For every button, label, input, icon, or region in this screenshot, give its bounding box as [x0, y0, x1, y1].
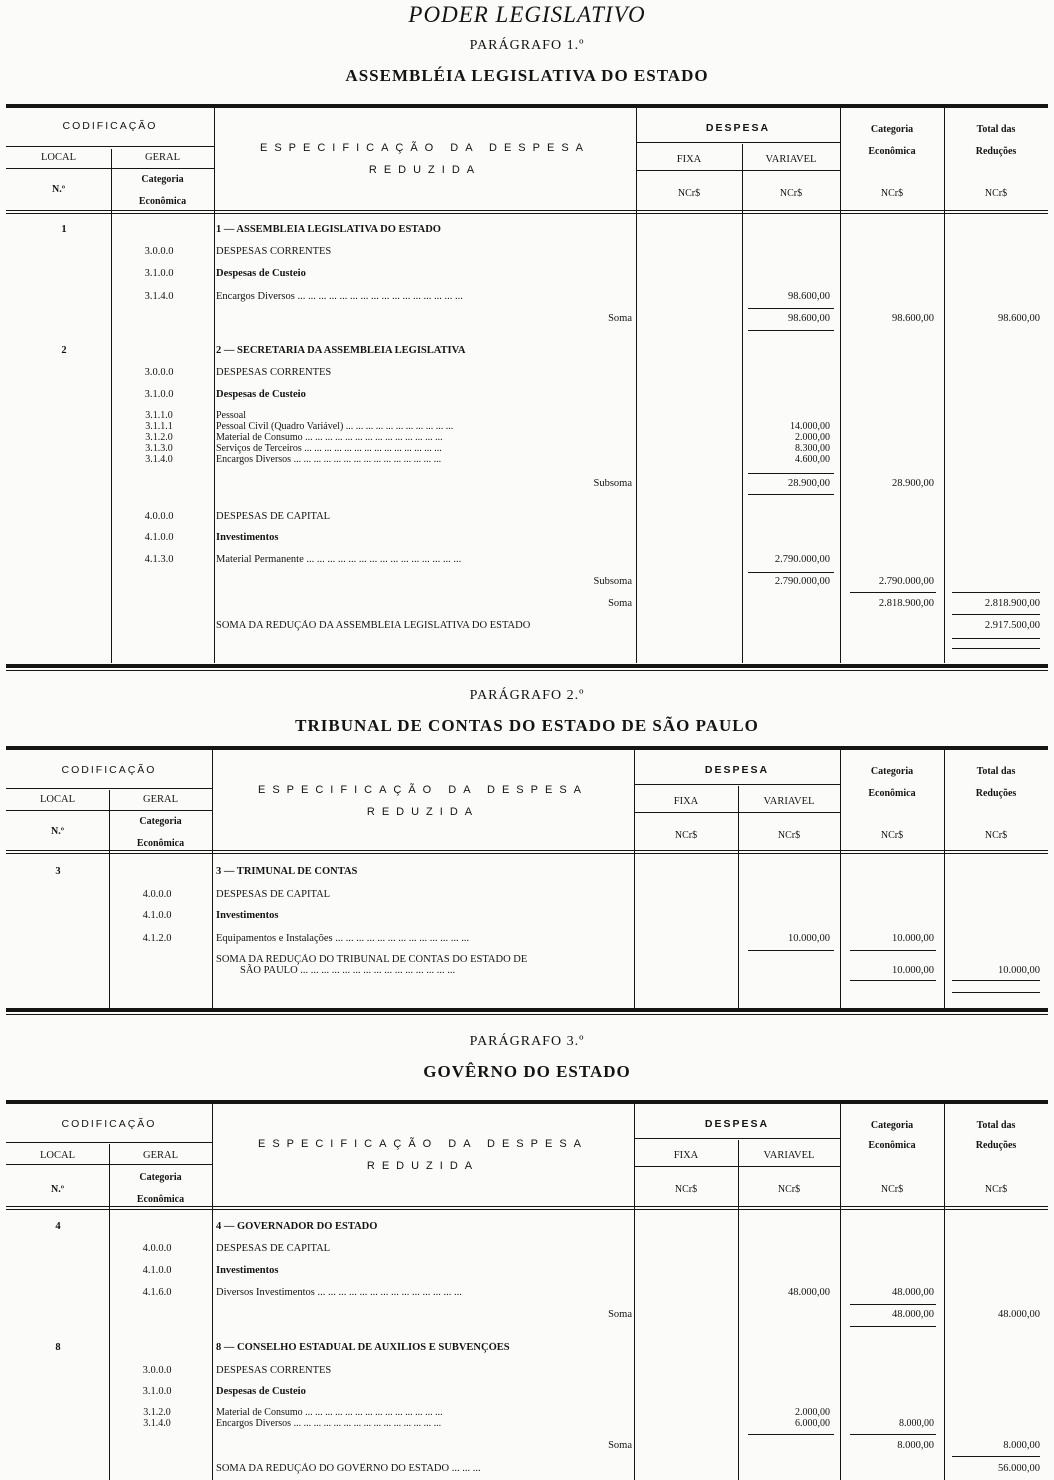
header-geral: GERAL: [145, 152, 180, 163]
header-variavel: VARIAVEL: [763, 796, 815, 807]
row-total: 56.000,00: [998, 1463, 1040, 1474]
currency-categoria: NCr$: [880, 830, 904, 841]
row-variavel: 8.300,00: [795, 443, 830, 454]
row-geral: 4.1.0.0: [142, 1265, 172, 1276]
row-geral: 4.1.3.0: [144, 554, 174, 565]
row-description: SOMA DA REDUÇÃO DO GOVÊRNO DO ESTADO ... ... ...: [216, 1463, 481, 1474]
currency-fixa: NCr$: [674, 1184, 698, 1195]
header-local: LOCAL: [41, 152, 76, 163]
row-geral: 3.0.0.0: [142, 1365, 172, 1376]
table-row: [6, 532, 1048, 544]
row-categoria: 8.000,00: [899, 1418, 934, 1429]
header-despesa: DESPESA: [704, 764, 770, 776]
header-categoria-economica-2: Econômica: [868, 146, 916, 157]
table-row: [6, 224, 1048, 236]
row-categoria: 2.818.900,00: [878, 598, 934, 609]
header-geral: GERAL: [143, 1150, 178, 1161]
row-description: 3 — TRIMUNAL DE CONTAS: [216, 866, 358, 877]
row-description: 1 — ASSEMBLEIA LEGISLATIVA DO ESTADO: [216, 224, 441, 235]
row-geral: 3.1.1.0: [145, 410, 173, 421]
header-categoria: Categoria: [139, 816, 182, 827]
row-variavel: 48.000,00: [788, 1287, 830, 1298]
row-geral: 3.1.2.0: [145, 432, 173, 443]
header-geral: GERAL: [143, 794, 178, 805]
header-total-reducoes-1: Total das: [976, 766, 1016, 777]
row-geral: 3.1.4.0: [144, 291, 174, 302]
table-row: [6, 511, 1048, 523]
table-row: [6, 910, 1048, 922]
row-description: 4 — GOVERNADOR DO ESTADO: [216, 1221, 378, 1232]
row-total: 2.917.500,00: [984, 620, 1040, 631]
header-fixa: FIXA: [676, 154, 702, 165]
header-variavel: VARIAVEL: [763, 1150, 815, 1161]
row-variavel: 10.000,00: [788, 933, 830, 944]
row-description: 8 — CONSELHO ESTADUAL DE AUXÍLIOS E SUBVENÇÕES: [216, 1342, 510, 1353]
row-geral: 3.1.4.0: [145, 454, 173, 465]
row-categoria: 48.000,00: [892, 1309, 934, 1320]
row-local: 3: [55, 866, 61, 877]
header-local: LOCAL: [40, 794, 75, 805]
row-description: Serviços de Terceiros ... ... ... ... ... ... ... ... ... ... ... ... ... ...: [216, 444, 442, 454]
header-codificacao: CODIFICAÇÃO: [62, 120, 158, 132]
row-description-line-1: SOMA DA REDUÇÃO DO TRIBUNAL DE CONTAS DO ESTADO DE: [216, 954, 528, 965]
table-row: [6, 889, 1048, 901]
row-total: 48.000,00: [998, 1309, 1040, 1320]
table-row: [6, 345, 1048, 357]
table-row: [6, 1265, 1048, 1277]
table-row: [6, 1243, 1048, 1255]
table-row: [6, 933, 1048, 945]
table-row: [6, 554, 1048, 566]
table-row: [6, 268, 1048, 280]
header-codificacao: CODIFICAÇÃO: [61, 1118, 157, 1130]
currency-total: NCr$: [984, 188, 1008, 199]
section-2-paragraph: PARÁGRAFO 2.º: [469, 688, 585, 703]
header-total-reducoes-2: Reduções: [975, 146, 1017, 157]
table-row: [6, 291, 1048, 303]
row-description: 2 — SECRETARIA DA ASSEMBLÉIA LEGISLATIVA: [216, 345, 466, 356]
header-categoria-economica-1: Categoria: [870, 766, 914, 777]
header-variavel: VARIAVEL: [765, 154, 817, 165]
row-geral: 4.1.2.0: [142, 933, 172, 944]
row-description: Material de Consumo ... ... ... ... ... ... ... ... ... ... ... ... ... ...: [216, 1408, 443, 1418]
table-row: [6, 1287, 1048, 1299]
header-fixa: FIXA: [673, 796, 699, 807]
table-row: [6, 1419, 1048, 1431]
row-description: DESPESAS DE CAPITAL: [216, 889, 331, 900]
row-description: Subsoma: [593, 478, 632, 489]
row-description: DESPESAS CORRENTES: [216, 1365, 332, 1376]
header-economica: Econômica: [136, 1194, 185, 1205]
budget-table-1: [6, 104, 1048, 670]
table-row: [6, 1386, 1048, 1398]
row-local: 2: [61, 345, 67, 356]
row-variavel: 28.900,00: [788, 478, 830, 489]
row-description: Encargos Diversos ... ... ... ... ... ... ... ... ... ... ... ... ... ... ...: [216, 1419, 442, 1429]
row-local: 1: [61, 224, 67, 235]
currency-fixa: NCr$: [677, 188, 701, 199]
currency-total: NCr$: [984, 830, 1008, 841]
row-description: Pessoal Civil (Quadro Variável) ... ... ... ... ... ... ... ... ... ... ...: [216, 422, 454, 432]
budget-table-2: [6, 746, 1048, 1020]
row-categoria: 8.000,00: [897, 1440, 934, 1451]
header-numero: N.º: [50, 1184, 65, 1195]
currency-categoria: NCr$: [880, 1184, 904, 1195]
table-row: [6, 598, 1048, 610]
row-variavel: 2.790.000,00: [774, 554, 830, 565]
header-especificacao: ESPECIFICAÇÃO DA DESPESA: [260, 142, 590, 154]
row-geral: 4.1.6.0: [142, 1287, 172, 1298]
header-despesa: DESPESA: [704, 1118, 770, 1130]
row-description: Subsoma: [593, 576, 632, 587]
row-variavel: 2.000,00: [795, 1407, 830, 1418]
header-categoria: Categoria: [139, 1172, 182, 1183]
row-description: Investimentos: [216, 910, 279, 921]
header-categoria-economica-1: Categoria: [870, 124, 914, 135]
row-geral: 4.0.0.0: [142, 889, 172, 900]
header-fixa: FIXA: [673, 1150, 699, 1161]
row-description: Encargos Diversos ... ... ... ... ... ... ... ... ... ... ... ... ... ... ... ...: [216, 291, 463, 302]
row-total: 2.818.900,00: [984, 598, 1040, 609]
table-row: [6, 1221, 1048, 1233]
row-description-line-2: SÃO PAULO ... ... ... ... ... ... ... ... ... ... ... ... ... ... ...: [240, 965, 456, 976]
row-geral: 3.1.0.0: [142, 1386, 172, 1397]
row-variavel: 2.790.000,00: [774, 576, 830, 587]
header-numero: N.º: [50, 826, 65, 837]
table-row: [6, 954, 1048, 978]
row-description: Investimentos: [216, 1265, 279, 1276]
row-geral: 3.1.2.0: [143, 1407, 171, 1418]
header-economica: Econômica: [136, 838, 185, 849]
budget-table-3: [6, 1100, 1048, 1480]
row-categoria: 98.600,00: [892, 313, 934, 324]
row-local: 8: [55, 1342, 61, 1353]
header-categoria-economica-1: Categoria: [870, 1120, 914, 1131]
row-description: DESPESAS DE CAPITAL: [216, 1243, 331, 1254]
section-1-paragraph: PARÁGRAFO 1.º: [469, 38, 585, 53]
row-variavel: 6.000,00: [795, 1418, 830, 1429]
section-3-title: GOVÊRNO DO ESTADO: [423, 1062, 631, 1081]
row-local: 4: [55, 1221, 61, 1232]
header-categoria: Categoria: [141, 174, 184, 185]
table-row: [6, 389, 1048, 401]
table-row: [6, 367, 1048, 379]
table-row: [6, 1342, 1048, 1354]
header-categoria-economica-2: Econômica: [868, 788, 916, 799]
row-description: Diversos Investimentos ... ... ... ... ... ... ... ... ... ... ... ... ... ...: [216, 1287, 462, 1298]
header-reduzida: REDUZIDA: [366, 1160, 480, 1172]
table-row: [6, 1463, 1048, 1475]
row-description: DESPESAS CORRENTES: [216, 246, 332, 257]
row-description: DESPESAS CORRENTES: [216, 367, 332, 378]
row-description: [216, 954, 632, 976]
row-description: Despesas de Custeio: [216, 1386, 306, 1397]
row-variavel: 14.000,00: [790, 421, 830, 432]
currency-variavel: NCr$: [777, 1184, 801, 1195]
page-title: PODER LEGISLATIVO: [408, 2, 646, 27]
row-description: Soma: [608, 313, 632, 324]
header-total-reducoes-2: Reduções: [975, 788, 1017, 799]
row-geral: 3.1.3.0: [145, 443, 173, 454]
row-geral: 4.1.0.0: [142, 910, 172, 921]
row-variavel: 98.600,00: [788, 313, 830, 324]
header-especificacao: ESPECIFICAÇÃO DA DESPESA: [258, 1138, 588, 1150]
row-description: Material de Consumo ... ... ... ... ... ... ... ... ... ... ... ... ... ...: [216, 433, 443, 443]
table-row: [6, 1365, 1048, 1377]
row-total: 8.000,00: [1003, 1440, 1040, 1451]
row-geral: 4.1.0.0: [144, 532, 174, 543]
section-2-title: TRIBUNAL DE CONTAS DO ESTADO DE SÃO PAULO: [295, 716, 759, 735]
row-description: Investimentos: [216, 532, 279, 543]
currency-fixa: NCr$: [674, 830, 698, 841]
header-total-reducoes-2: Reduções: [975, 1140, 1017, 1151]
row-variavel: 4.600,00: [795, 454, 830, 465]
row-geral: 4.0.0.0: [144, 511, 174, 522]
table-row: [6, 620, 1048, 632]
table-row: [6, 576, 1048, 588]
currency-total: NCr$: [984, 1184, 1008, 1195]
header-codificacao: CODIFICAÇÃO: [61, 764, 157, 776]
header-local: LOCAL: [40, 1150, 75, 1161]
row-total: 10.000,00: [998, 965, 1040, 976]
row-description: Soma: [608, 598, 632, 609]
row-variavel: 2.000,00: [795, 432, 830, 443]
header-economica: Econômica: [138, 196, 187, 207]
table-row: [6, 478, 1048, 490]
table-row: [6, 313, 1048, 325]
row-description: Despesas de Custeio: [216, 268, 306, 279]
row-categoria: 2.790.000,00: [878, 576, 934, 587]
table-row: [6, 1440, 1048, 1452]
header-categoria-economica-2: Econômica: [868, 1140, 916, 1151]
header-numero: N.º: [51, 184, 66, 195]
currency-variavel: NCr$: [777, 830, 801, 841]
header-despesa: DESPESA: [705, 122, 771, 134]
row-total: 98.600,00: [998, 313, 1040, 324]
row-description: DESPESAS DE CAPITAL: [216, 511, 331, 522]
row-geral: 3.1.0.0: [144, 268, 174, 279]
row-geral: 3.0.0.0: [144, 246, 174, 257]
row-categoria: 28.900,00: [892, 478, 934, 489]
row-description: Soma: [608, 1440, 632, 1451]
section-3-paragraph: PARÁGRAFO 3.º: [469, 1034, 585, 1049]
row-geral: 3.1.4.0: [143, 1418, 171, 1429]
row-description: Encargos Diversos ... ... ... ... ... ... ... ... ... ... ... ... ... ... ...: [216, 455, 442, 465]
header-total-reducoes-1: Total das: [976, 1120, 1016, 1131]
header-reduzida: REDUZIDA: [366, 806, 480, 818]
table-row: [6, 1309, 1048, 1321]
row-categoria: 48.000,00: [892, 1287, 934, 1298]
row-description: Equipamentos e Instalações ... ... ... ... ... ... ... ... ... ... ... ... ...: [216, 933, 470, 944]
row-description: SOMA DA REDUÇÃO DA ASSEMBLÉIA LEGISLATIVA DO ESTADO: [216, 620, 531, 631]
row-description: Material Permanente ... ... ... ... ... ... ... ... ... ... ... ... ... ... ...: [216, 554, 462, 565]
row-categoria: 10.000,00: [892, 933, 934, 944]
section-1-title: ASSEMBLÉIA LEGISLATIVA DO ESTADO: [345, 66, 709, 85]
row-description: Pessoal: [216, 411, 246, 421]
header-especificacao: ESPECIFICAÇÃO DA DESPESA: [258, 784, 588, 796]
row-geral: 4.0.0.0: [142, 1243, 172, 1254]
header-total-reducoes-1: Total das: [976, 124, 1016, 135]
row-geral: 3.0.0.0: [144, 367, 174, 378]
currency-variavel: NCr$: [779, 188, 803, 199]
row-geral: 3.1.1.1: [145, 421, 173, 432]
row-geral: 3.1.0.0: [144, 389, 174, 400]
header-reduzida: REDUZIDA: [368, 164, 482, 176]
row-description: Despesas de Custeio: [216, 389, 306, 400]
currency-categoria: NCr$: [880, 188, 904, 199]
table-row: [6, 246, 1048, 258]
row-description: Soma: [608, 1309, 632, 1320]
table-row: [6, 866, 1048, 878]
row-categoria: 10.000,00: [892, 965, 934, 976]
row-variavel: 98.600,00: [788, 291, 830, 302]
table-row: [6, 455, 1048, 467]
